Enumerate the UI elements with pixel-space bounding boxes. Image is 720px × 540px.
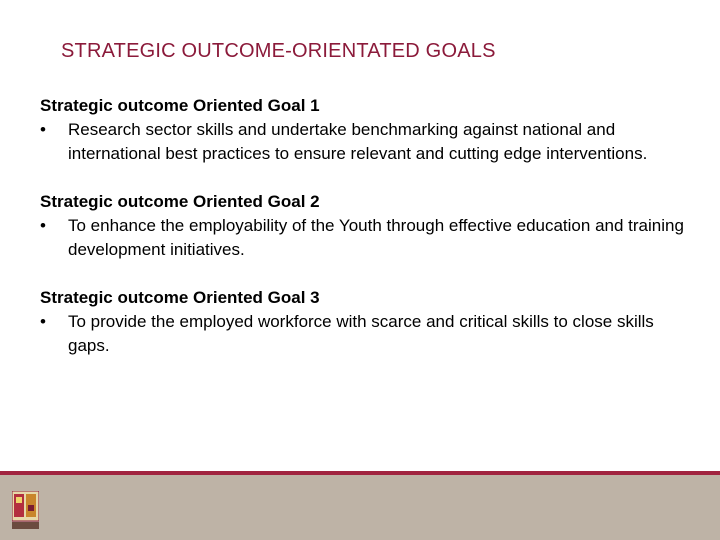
goal-description: Research sector skills and undertake benchmarking against national and international best practices to ensure relevant and cutting edge interventions. (68, 120, 648, 163)
bullet-marker: • (40, 312, 46, 331)
goal-bullet (40, 214, 700, 262)
goal-bullet (40, 310, 700, 358)
footer-band (0, 475, 720, 540)
goal-heading: Strategic outcome Oriented Goal 2 (40, 192, 320, 211)
goal-description: To enhance the employability of the Youth through effective education and training development initiatives. (68, 216, 684, 259)
bullet-marker: • (40, 216, 46, 235)
goals-content (40, 94, 700, 382)
goal-bullet (40, 118, 700, 166)
bullet-marker: • (40, 120, 46, 139)
goal-2 (40, 190, 700, 262)
goal-1 (40, 94, 700, 166)
goal-heading: Strategic outcome Oriented Goal 1 (40, 96, 320, 115)
goal-heading: Strategic outcome Oriented Goal 3 (40, 288, 320, 307)
goal-3 (40, 286, 700, 358)
goal-description: To provide the employed workforce with scarce and critical skills to close skills gaps. (68, 312, 654, 355)
organization-logo-icon (12, 491, 39, 529)
slide-title: STRATEGIC OUTCOME-ORIENTATED GOALS (61, 40, 496, 62)
